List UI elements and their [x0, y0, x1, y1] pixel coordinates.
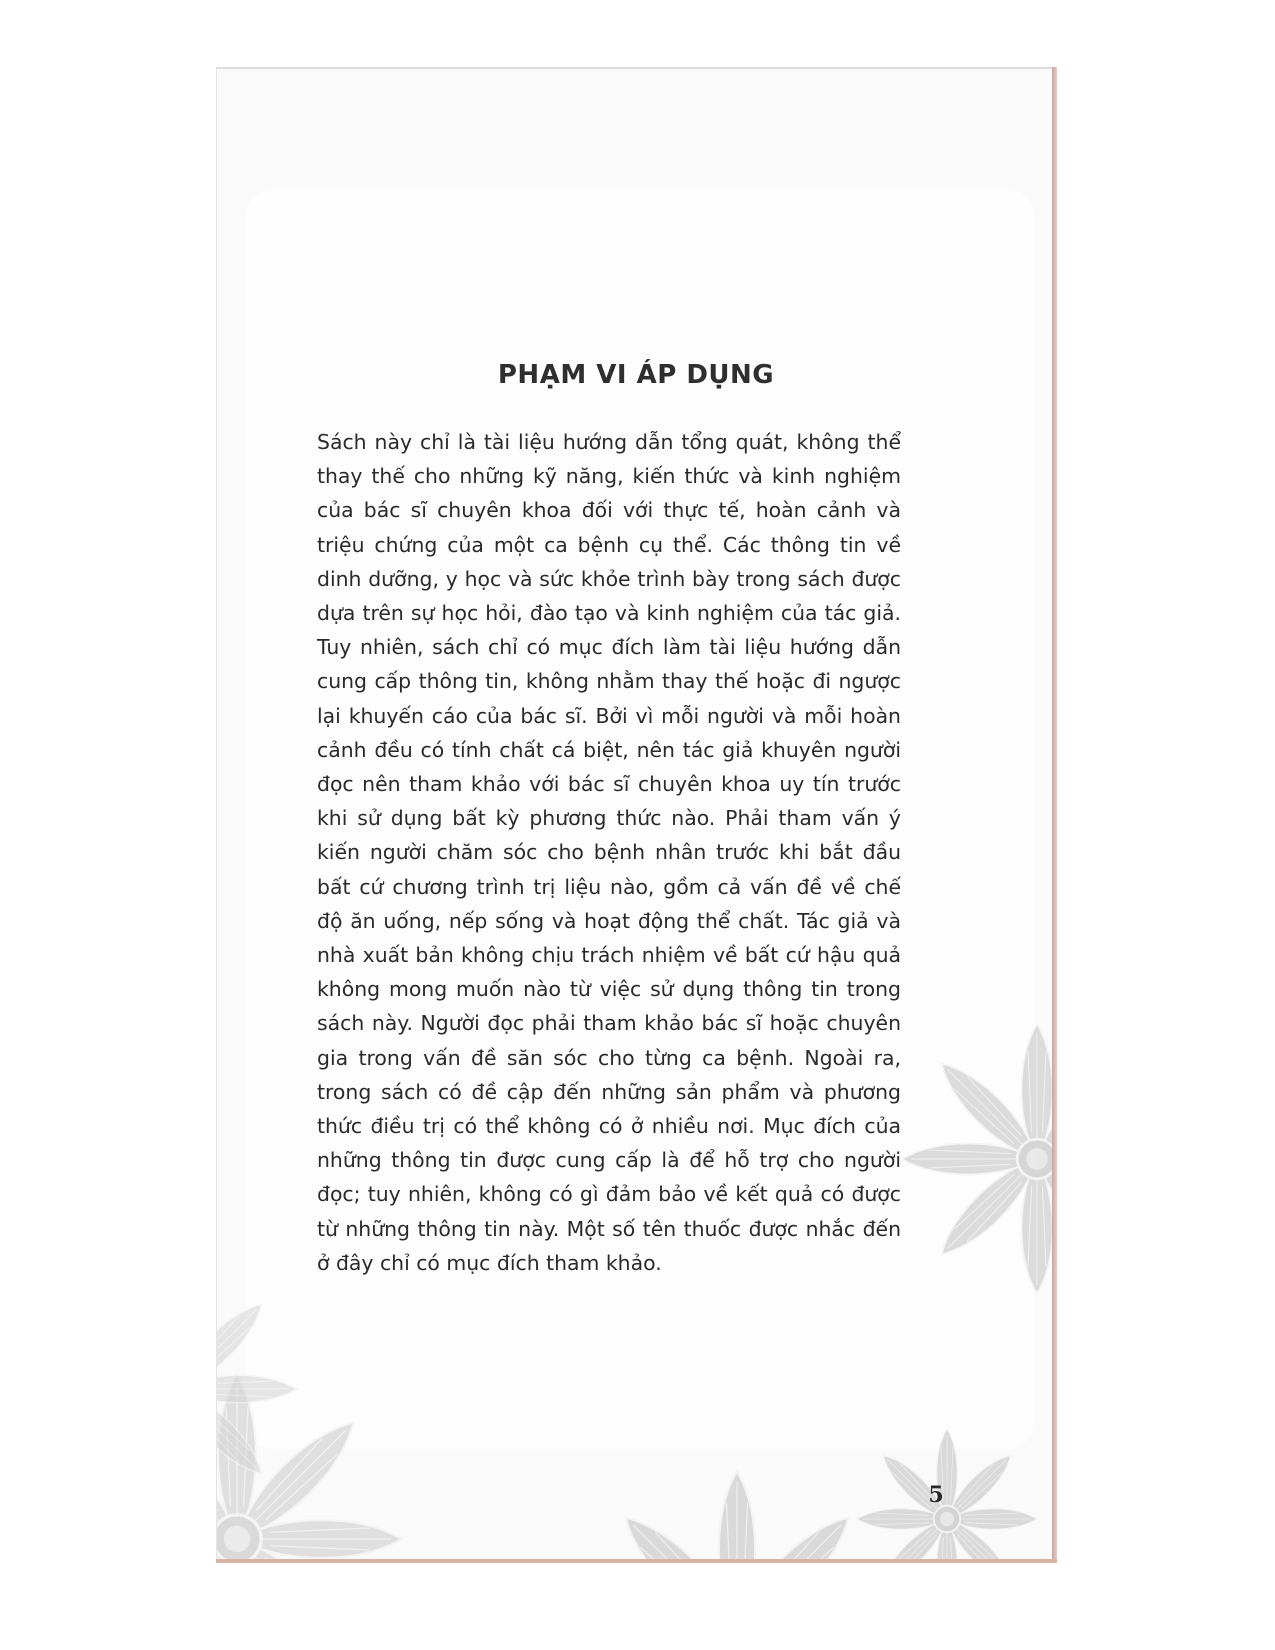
- flower-bottom-center-icon: [580, 1472, 895, 1564]
- body-paragraph: Sách này chỉ là tài liệu hướng dẫn tổng quát, không thể thay thế cho những kỹ năng, kiến thức và kinh nghiệm của bác sĩ chuyên khoa đối với thực tế, hoàn cảnh và triệu chứng của một ca bệnh cụ thể. Các thông tin về dinh dưỡng, y học và sức khỏe trình bày trong sách được dựa trên sự học hỏi, đào tạo và kinh nghiệm của tác giả. Tuy nhiên, sách chỉ có mục đích làm tài liệu hướng dẫn cung cấp thông tin, không nhằm thay thế hoặc đi ngược lại khuyến cáo của bác sĩ. Bởi vì mỗi người và mỗi hoàn cảnh đều có tính chất cá biệt, nên tác giả khuyên người đọc nên tham khảo với bác sĩ chuyên khoa uy tín trước khi sử dụng bất kỳ phương thức nào. Phải tham vấn ý kiến người chăm sóc cho bệnh nhân trước khi bắt đầu bất cứ chương trình trị liệu nào, gồm cả vấn đề về chế độ ăn uống, nếp sống và hoạt động thể chất. Tác giả và nhà xuất bản không chịu trách nhiệm về bất cứ hậu quả không mong muốn nào từ việc sử dụng thông tin trong sách này. Người đọc phải tham khảo bác sĩ hoặc chuyên gia trong vấn đề săn sóc cho từng ca bệnh. Ngoài ra, trong sách có đề cập đến những sản phẩm và phương thức điều trị có thể không có ở nhiều nơi. Mục đích của những thông tin được cung cấp là để hỗ trợ cho người đọc; tuy nhiên, không có gì đảm bảo về kết quả có được từ những thông tin này. Một số tên thuốc được nhắc đến ở đây chỉ có mục đích tham khảo.: [317, 430, 901, 1275]
- page-number: 5: [928, 1482, 944, 1508]
- book-page: [216, 67, 1055, 1563]
- page-title: PHẠM VI ÁP DỤNG: [497, 360, 775, 390]
- page-side-edge: [1052, 67, 1057, 1561]
- page-bottom-edge: [216, 1559, 1057, 1563]
